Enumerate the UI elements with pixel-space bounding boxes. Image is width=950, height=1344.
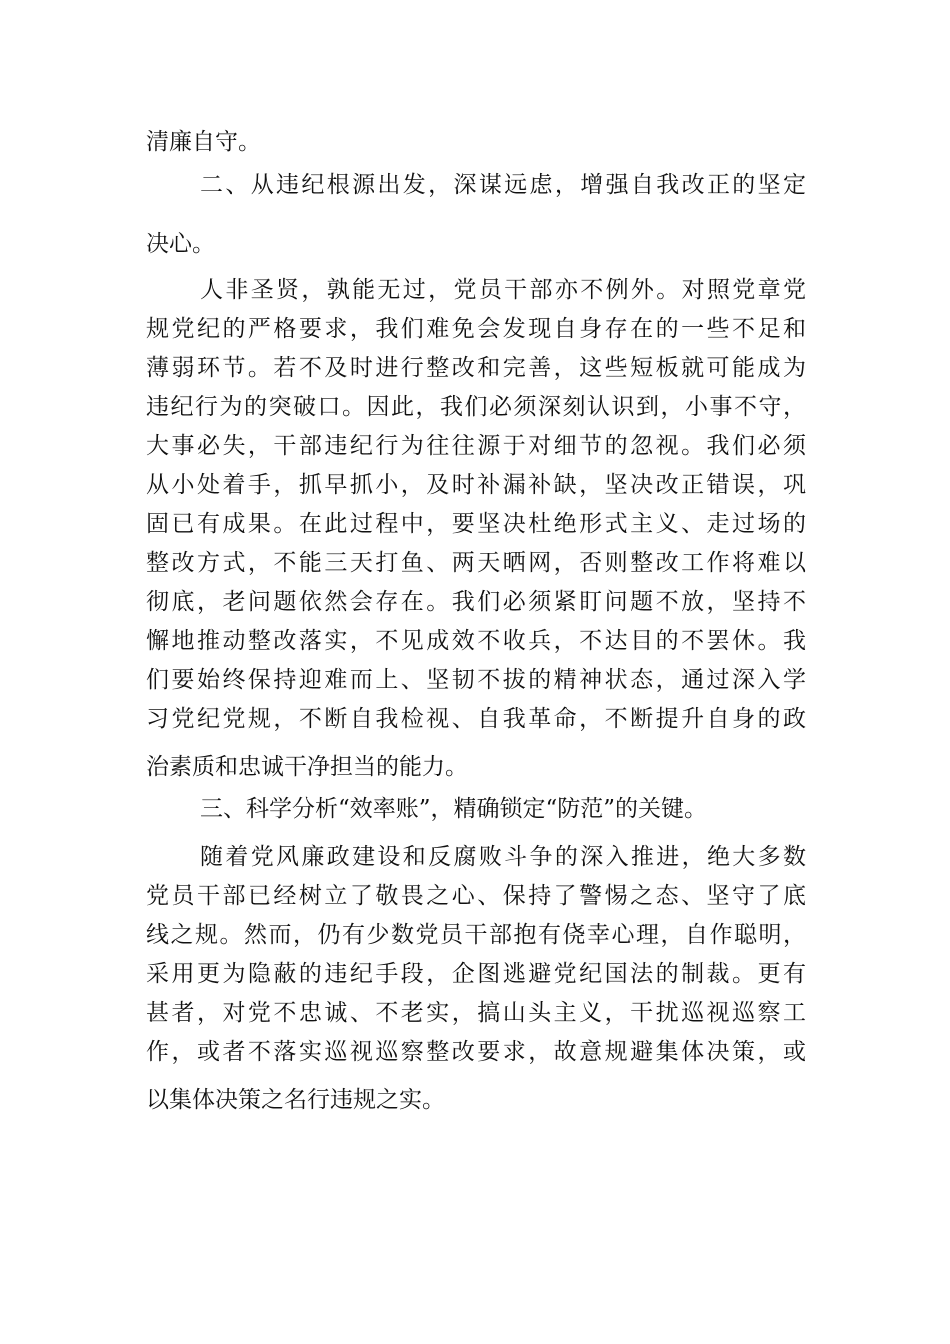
text-line: 决心。 bbox=[146, 231, 215, 257]
text-line: 违纪行为的突破口。因此，我们必须深刻认识到，小事不守， bbox=[146, 394, 806, 420]
text-line: 甚者，对党不忠诚、不老实，搞山头主义，干扰巡视巡察工 bbox=[146, 1000, 806, 1026]
paragraph-start: 人非圣贤，孰能无过，党员干部亦不例外。对照党章党 bbox=[200, 277, 806, 303]
text-line: 大事必失，干部违纪行为往往源于对细节的忽视。我们必须 bbox=[146, 433, 806, 459]
text-line: 线之规。然而，仍有少数党员干部抱有侥幸心理，自作聪明， bbox=[146, 922, 806, 948]
text-line: 作，或者不落实巡视巡察整改要求，故意规避集体决策，或 bbox=[146, 1039, 806, 1065]
text-line: 们要始终保持迎难而上、坚韧不拔的精神状态，通过深入学 bbox=[146, 667, 806, 693]
section-heading-2: 二、从违纪根源出发，深谋远虑，增强自我改正的坚定 bbox=[200, 172, 806, 198]
text-line: 固已有成果。在此过程中，要坚决杜绝形式主义、走过场的 bbox=[146, 511, 806, 537]
text-line: 以集体决策之名行违规之实。 bbox=[146, 1087, 445, 1113]
text-line: 从小处着手，抓早抓小，及时补漏补缺，坚决改正错误，巩 bbox=[146, 472, 806, 498]
text-line: 习党纪党规，不断自我检视、自我革命，不断提升自身的政 bbox=[146, 706, 806, 732]
text-line: 整改方式，不能三天打鱼、两天晒网，否则整改工作将难以 bbox=[146, 550, 806, 576]
text-line: 采用更为隐蔽的违纪手段，企图逃避党纪国法的制裁。更有 bbox=[146, 961, 806, 987]
paragraph-start: 随着党风廉政建设和反腐败斗争的深入推进，绝大多数 bbox=[200, 844, 806, 870]
text-line: 党员干部已经树立了敬畏之心、保持了警惕之态、坚守了底 bbox=[146, 883, 806, 909]
section-heading-3: 三、科学分析“效率账”，精确锁定“防范”的关键。 bbox=[200, 796, 708, 822]
text-line: 彻底，老问题依然会存在。我们必须紧盯问题不放，坚持不 bbox=[146, 589, 806, 615]
text-line: 规党纪的严格要求，我们难免会发现自身存在的一些不足和 bbox=[146, 316, 806, 342]
text-line: 清廉自守。 bbox=[146, 129, 261, 155]
text-line: 治素质和忠诚干净担当的能力。 bbox=[146, 754, 468, 780]
text-line: 薄弱环节。若不及时进行整改和完善，这些短板就可能成为 bbox=[146, 355, 806, 381]
text-line: 懈地推动整改落实，不见成效不收兵，不达目的不罢休。我 bbox=[146, 628, 806, 654]
